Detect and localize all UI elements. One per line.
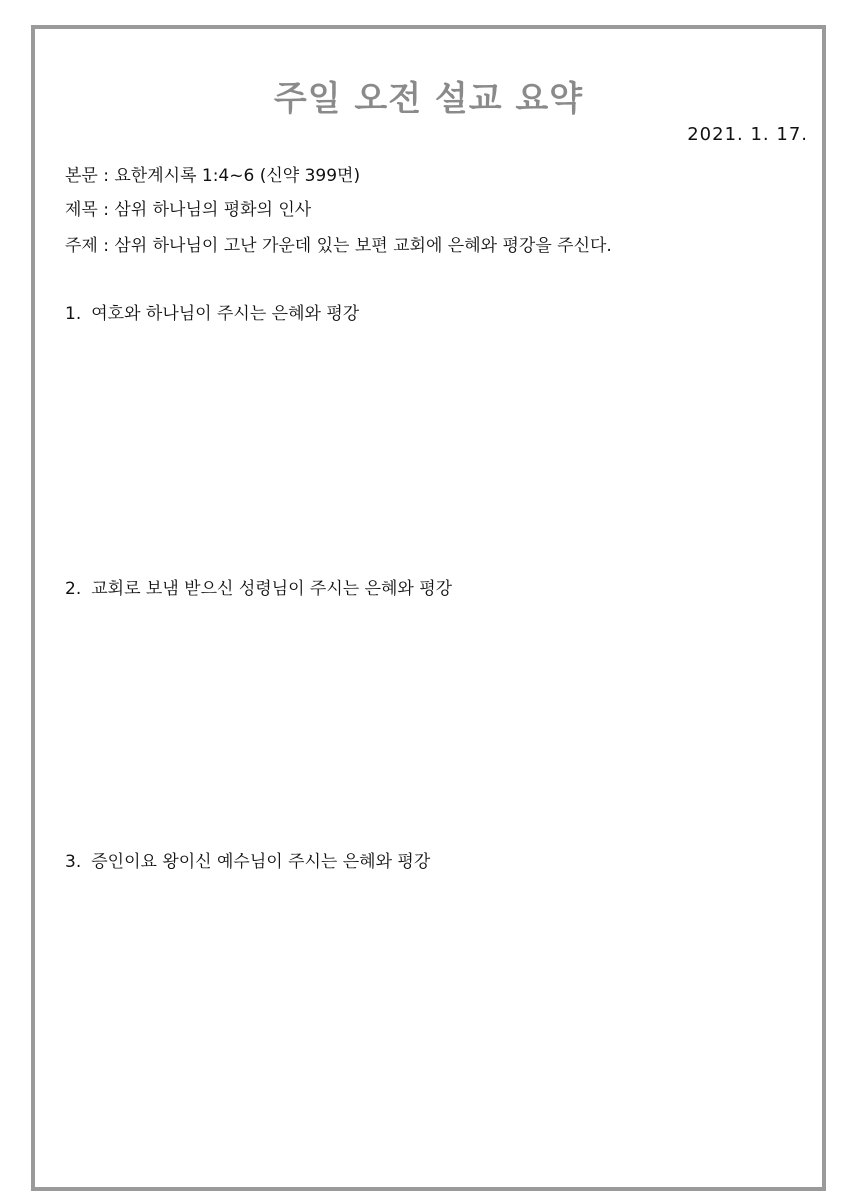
scripture-line	[65, 161, 360, 186]
sermon-point-1	[65, 299, 359, 324]
page-frame	[31, 25, 826, 1191]
page-title: 주일 오전 설교 요약	[273, 79, 584, 119]
point-text: 증인이요 왕이신 예수님이 주시는 은혜와 평강	[91, 852, 431, 872]
theme-line	[65, 231, 612, 256]
sermon-point-2	[65, 574, 452, 599]
point-number: 1.	[65, 304, 82, 324]
subject-line	[65, 195, 311, 220]
document-date: 2021. 1. 17.	[687, 124, 808, 145]
scripture-text: 본문 : 요한계시록 1:4~6 (신약 399면)	[65, 166, 361, 186]
point-number: 3.	[65, 852, 82, 872]
subject-text: 제목 : 삼위 하나님의 평화의 인사	[65, 200, 312, 220]
theme-text: 주제 : 삼위 하나님이 고난 가운데 있는 보편 교회에 은혜와 평강을 주신다.	[65, 236, 612, 256]
point-text: 교회로 보냄 받으신 성령님이 주시는 은혜와 평강	[91, 579, 453, 599]
sermon-point-3	[65, 847, 430, 872]
point-number: 2.	[65, 579, 82, 599]
point-text: 여호와 하나님이 주시는 은혜와 평강	[91, 304, 360, 324]
